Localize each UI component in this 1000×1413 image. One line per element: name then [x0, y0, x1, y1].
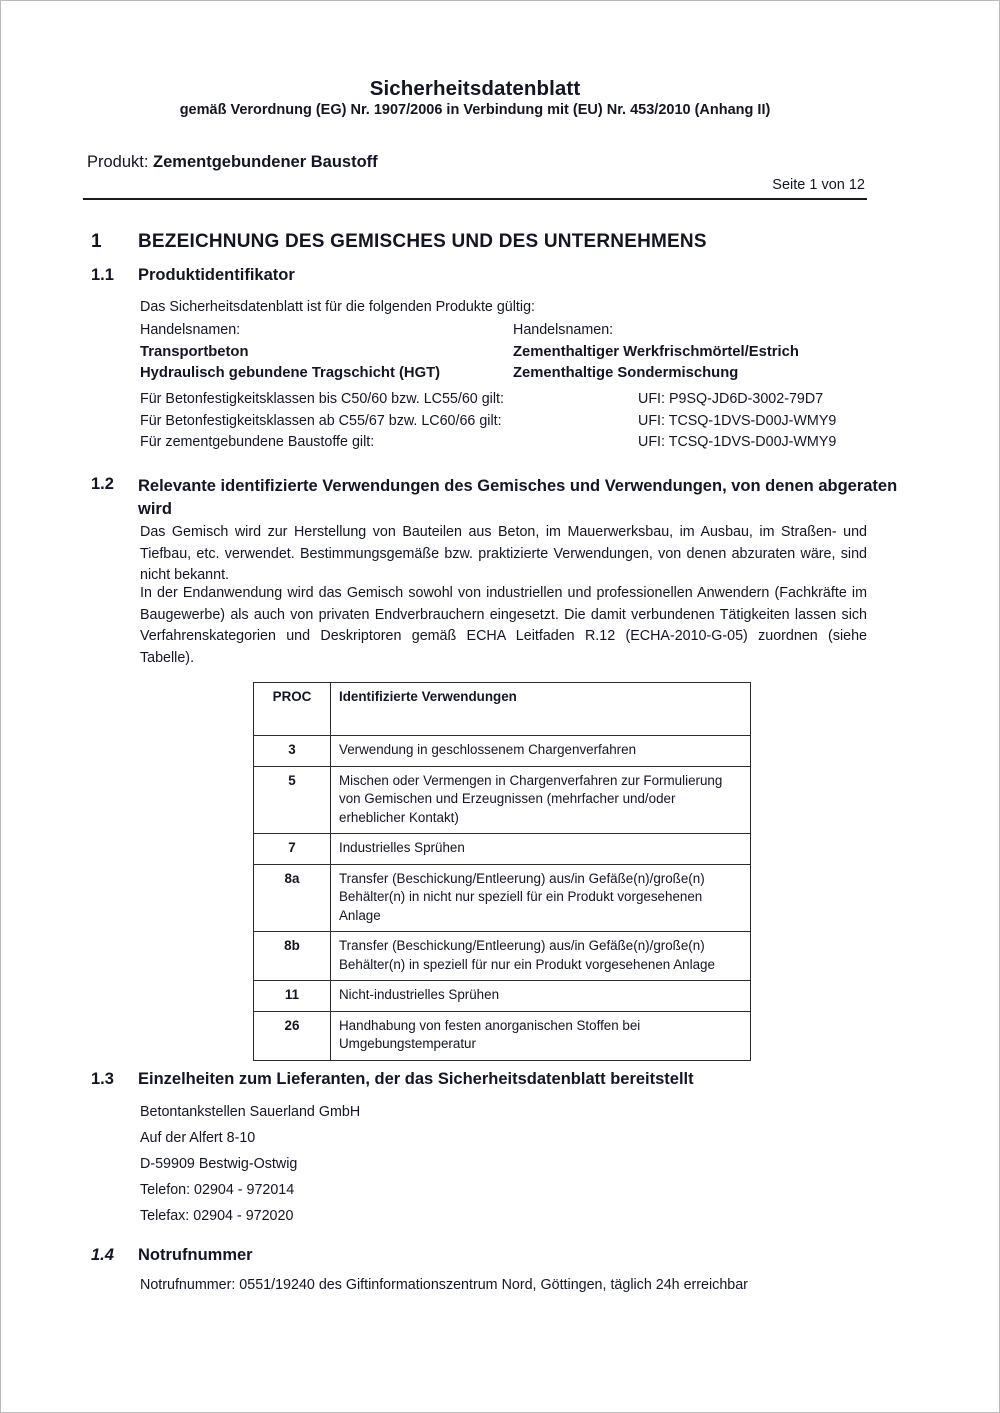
- table-col-use: Identifizierte Verwendungen: [331, 683, 751, 736]
- ufi-row-label: Für zementgebundene Baustoffe gilt:: [140, 434, 375, 450]
- supplier-details: [140, 1099, 740, 1229]
- table-cell-use: Nicht-industrielles Sprühen: [331, 981, 751, 1012]
- table-cell-proc: 7: [254, 834, 331, 865]
- table-cell-proc: 3: [254, 736, 331, 767]
- table-row: [254, 766, 751, 834]
- section-1-4-number: 1.4: [91, 1246, 114, 1264]
- tradename-left-2: Hydraulisch gebundene Tragschicht (HGT): [140, 365, 441, 381]
- table-row: [254, 864, 751, 932]
- table-cell-use: Transfer (Beschickung/Entleerung) aus/in Gefäße(n)/große(n) Behälter(n) in nicht nur speziell für ein Produkt vorgesehenen Anlage: [331, 864, 751, 932]
- table-row: [254, 932, 751, 981]
- table-cell-use: Verwendung in geschlossenem Chargenverfahren: [331, 736, 751, 767]
- header-divider: [83, 198, 867, 200]
- tradenames-column-right: [513, 320, 913, 385]
- table-cell-use: Handhabung von festen anorganischen Stoffen bei Umgebungstemperatur: [331, 1011, 751, 1060]
- section-1-4-heading: Notrufnummer: [138, 1246, 253, 1264]
- section-1-3-heading: Einzelheiten zum Lieferanten, der das Sicherheitsdatenblatt bereitstellt: [138, 1070, 694, 1088]
- tradenames-right-header: Handelsnamen:: [513, 322, 614, 338]
- table-cell-proc: 5: [254, 766, 331, 834]
- section-1-2-number: 1.2: [91, 475, 114, 493]
- table-cell-proc: 26: [254, 1011, 331, 1060]
- table-header-row: [254, 683, 751, 736]
- supplier-company: Betontankstellen Sauerland GmbH: [140, 1104, 361, 1120]
- ufi-row: [140, 432, 880, 454]
- table-col-proc: PROC: [254, 683, 331, 736]
- section-1-3-number: 1.3: [91, 1070, 114, 1088]
- ufi-row-value: UFI: P9SQ-JD6D-3002-79D7: [638, 391, 824, 407]
- tradename-right-1: Zementhaltiger Werkfrischmörtel/Estrich: [513, 343, 799, 360]
- section-1-1-heading: Produktidentifikator: [138, 266, 295, 284]
- ufi-row: [140, 389, 880, 411]
- document-title: Sicherheitsdatenblatt: [369, 77, 581, 100]
- section-1-number: 1: [91, 231, 102, 252]
- supplier-fax: Telefax: 02904 - 972020: [140, 1208, 294, 1224]
- table-cell-proc: 8b: [254, 932, 331, 981]
- supplier-street: Auf der Alfert 8-10: [140, 1130, 256, 1146]
- tradenames-column-left: [140, 320, 510, 385]
- product-line: [87, 153, 378, 172]
- supplier-phone: Telefon: 02904 - 972014: [140, 1182, 295, 1198]
- section-1-1-intro: Das Sicherheitsdatenblatt ist für die folgenden Produkte gültig:: [140, 299, 535, 315]
- table-cell-proc: 11: [254, 981, 331, 1012]
- table-row: [254, 981, 751, 1012]
- table-cell-use: Transfer (Beschickung/Entleerung) aus/in Gefäße(n)/große(n) Behälter(n) in speziell für nur ein Produkt vorgesehenen Anlage: [331, 932, 751, 981]
- section-1-2-heading: Relevante identifizierte Verwendungen des Gemisches und Verwendungen, von denen abgeraten wird: [138, 477, 898, 518]
- tradename-left-1: Transportbeton: [140, 343, 249, 360]
- ufi-row-value: UFI: TCSQ-1DVS-D00J-WMY9: [638, 412, 837, 429]
- table-row: [254, 834, 751, 865]
- section-1-heading: BEZEICHNUNG DES GEMISCHES UND DES UNTERNEHMENS: [138, 231, 707, 252]
- ufi-row: [140, 411, 880, 433]
- table-cell-proc: 8a: [254, 864, 331, 932]
- ufi-row-label: Für Betonfestigkeitsklassen bis C50/60 bzw. LC55/60 gilt:: [140, 391, 504, 407]
- tradenames-left-header: Handelsnamen:: [140, 322, 241, 338]
- table-cell-use: Industrielles Sprühen: [331, 834, 751, 865]
- proc-table: [253, 682, 751, 1061]
- ufi-row-label: Für Betonfestigkeitsklassen ab C55/67 bzw. LC60/66 gilt:: [140, 412, 502, 429]
- page-indicator: Seite 1 von 12: [772, 177, 865, 193]
- product-name: Zementgebundener Baustoff: [153, 153, 378, 171]
- table-row: [254, 1011, 751, 1060]
- product-label: Produkt:: [87, 153, 149, 171]
- tradename-right-2: Zementhaltige Sondermischung: [513, 365, 739, 381]
- section-1-1-number: 1.1: [91, 266, 114, 284]
- section-1-2-paragraph-2: In der Endanwendung wird das Gemisch sowohl von industriellen und professionellen Anwendern (Fachkräfte im Baugewerbe) als auch von privaten Endverbrauchern eingesetzt. Die damit verbundenen Tätigkeiten lassen sich Verfahrenskategorien und Deskriptoren gemäß ECHA Leitfaden R.12 (ECHA-2010-G-05) zuordnen (siehe Tabelle).: [140, 585, 867, 666]
- document-subtitle: gemäß Verordnung (EG) Nr. 1907/2006 in Verbindung mit (EU) Nr. 453/2010 (Anhang II): [179, 102, 771, 118]
- section-1-2-paragraph-1: Das Gemisch wird zur Herstellung von Bauteilen aus Beton, im Mauerwerksbau, im Ausbau, im Straßen- und Tiefbau, etc. verwendet. Bestimmungsgemäße bzw. praktizierte Verwendungen, von denen abzuraten wäre, sind nicht bekannt.: [140, 524, 867, 583]
- emergency-number-text: Notrufnummer: 0551/19240 des Giftinformationszentrum Nord, Göttingen, täglich 24h erreichbar: [140, 1277, 748, 1293]
- table-row: [254, 736, 751, 767]
- table-cell-use: Mischen oder Vermengen in Chargenverfahren zur Formulierung von Gemischen und Erzeugnissen (mehrfacher und/oder erheblicher Kontakt): [331, 766, 751, 834]
- supplier-city: D-59909 Bestwig-Ostwig: [140, 1156, 298, 1172]
- page-sheet: [1, 1, 999, 1412]
- ufi-row-value: UFI: TCSQ-1DVS-D00J-WMY9: [638, 434, 837, 450]
- ufi-list: [140, 389, 880, 454]
